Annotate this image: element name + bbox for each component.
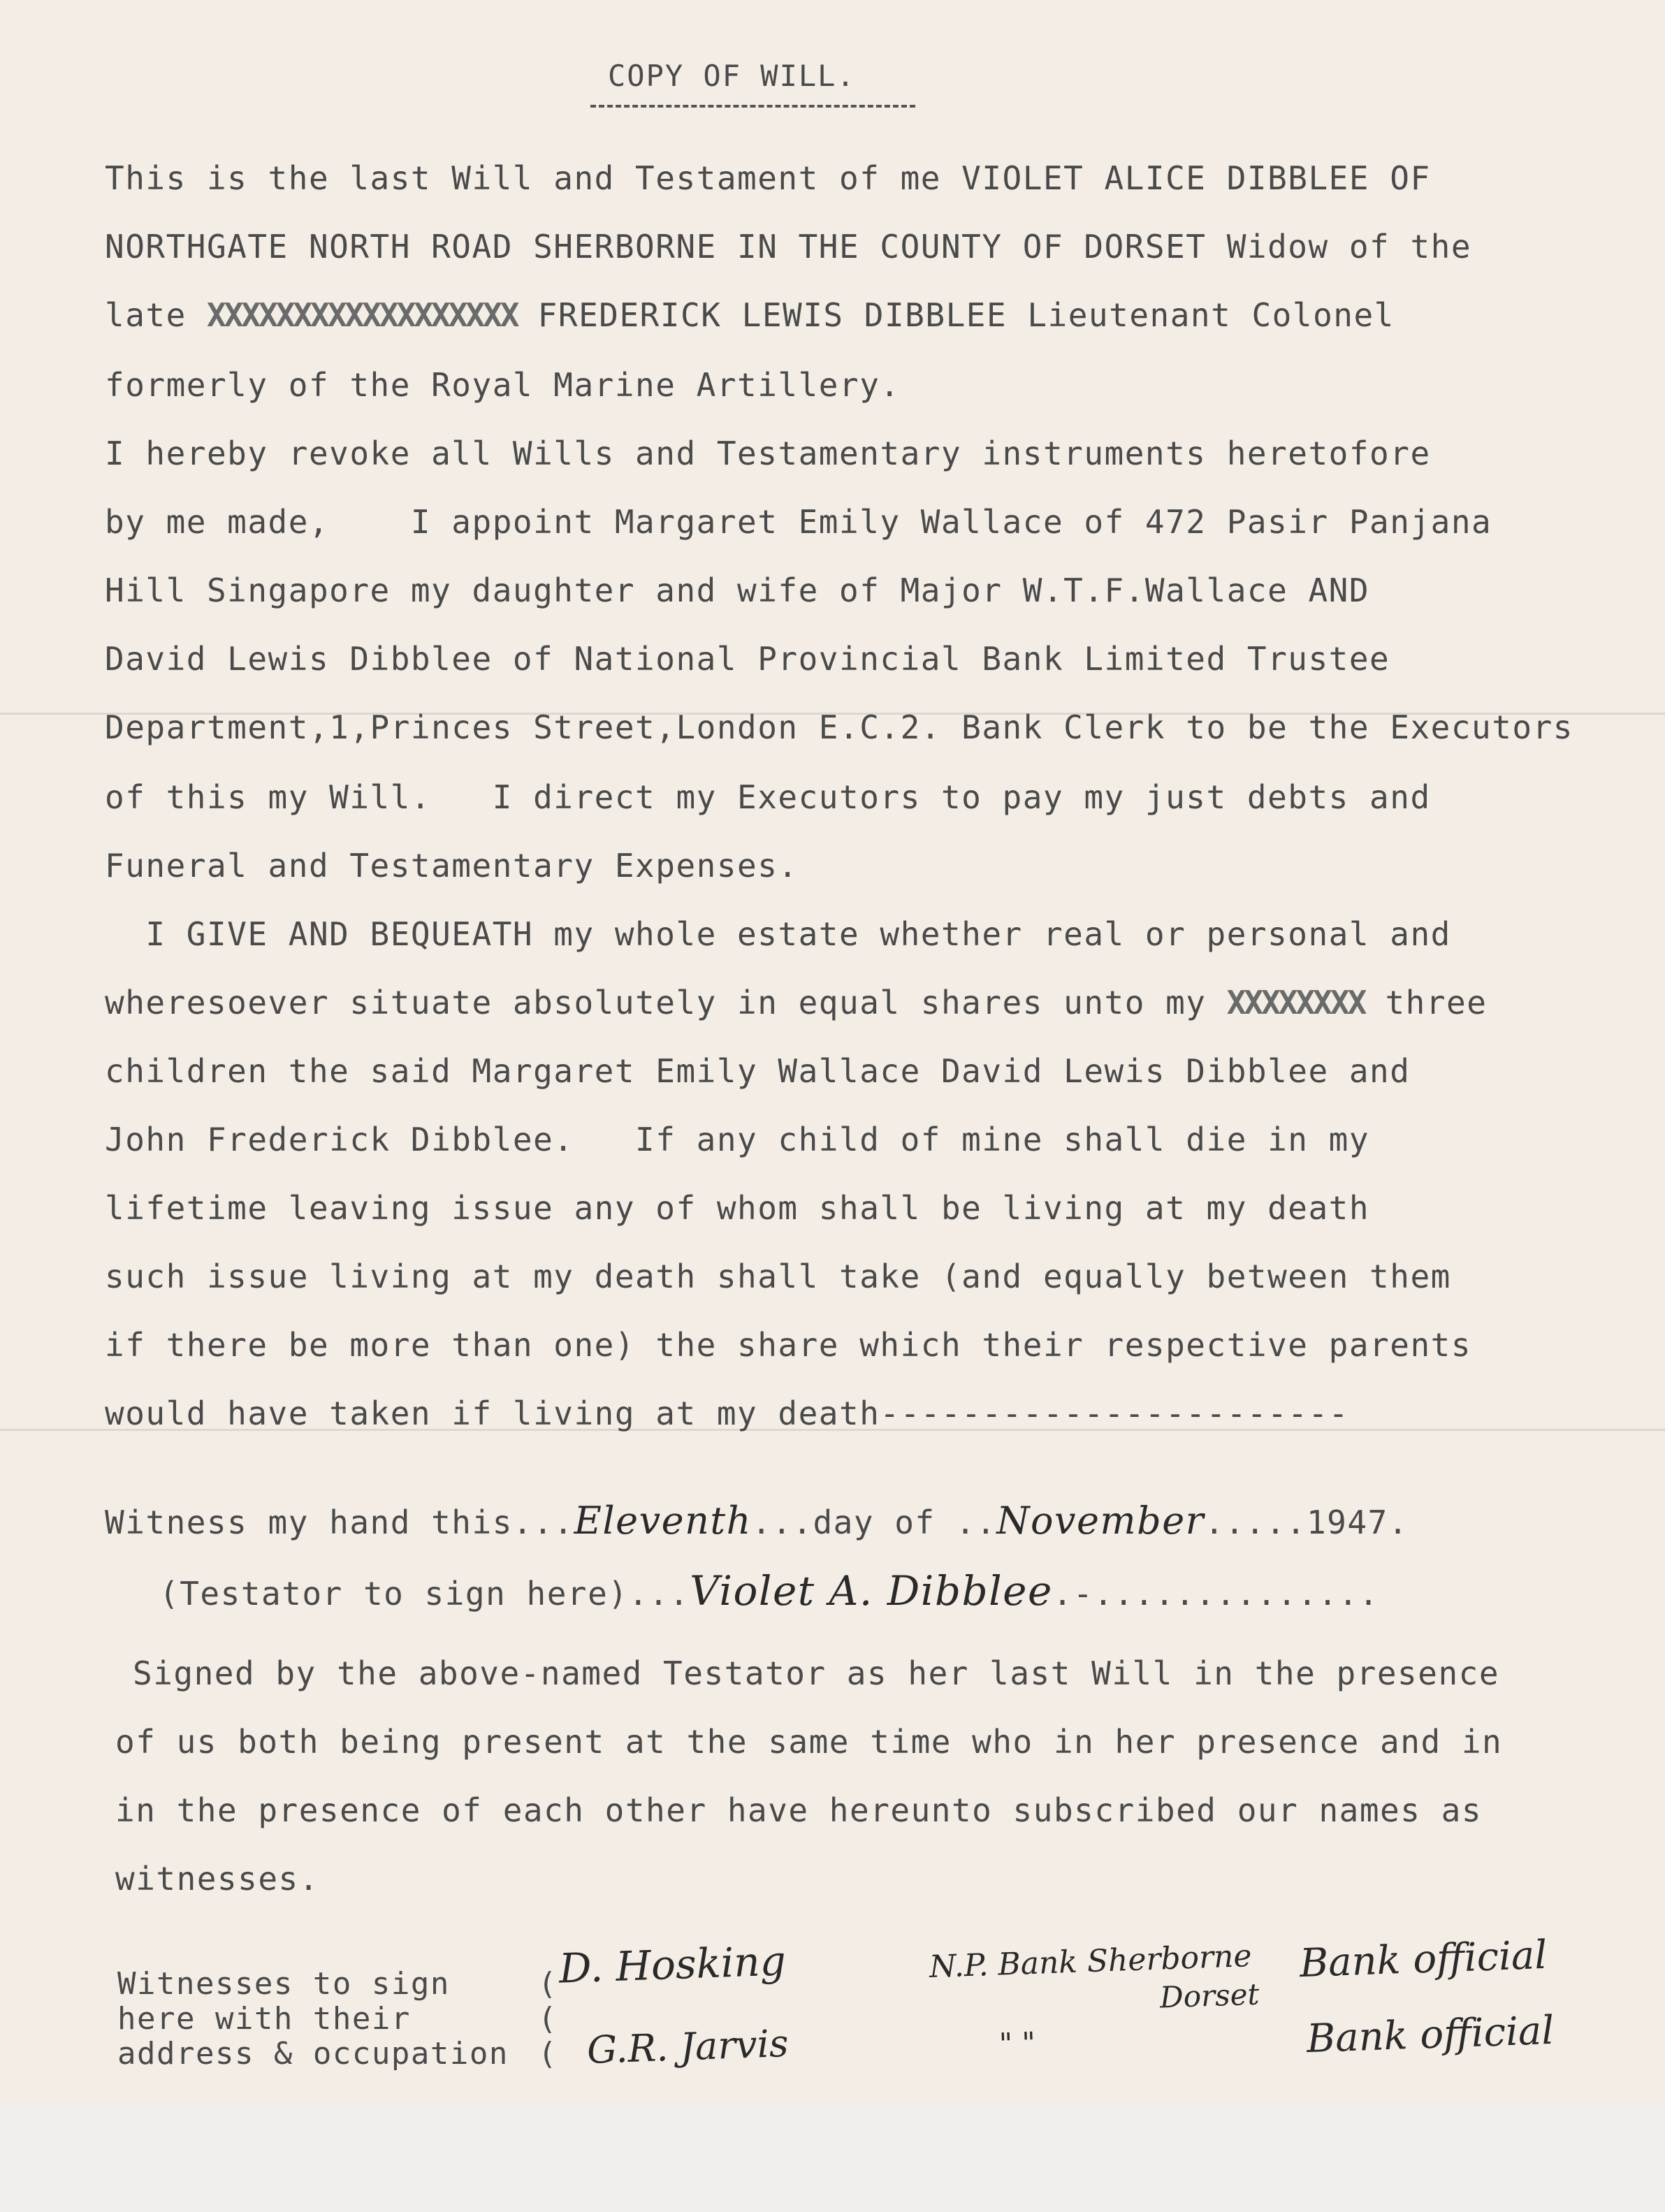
witness-middle: ...day of .. <box>751 1504 997 1541</box>
will-line-21: witnesses. <box>115 1860 319 1898</box>
will-line-4: I hereby revoke all Wills and Testamentary instruments heretofore <box>105 435 1431 472</box>
witness-1-address-ditto: Dorset <box>1159 1977 1260 2015</box>
will-line-15: such issue living at my death shall take (and equally between them <box>105 1258 1451 1295</box>
late-suffix: FREDERICK LEWIS DIBBLEE Lieutenant Colonel <box>517 296 1395 334</box>
witness-2-occupation: Bank official <box>1305 2007 1555 2062</box>
witness-dots: ..... <box>1204 1504 1307 1541</box>
will-line-11: I GIVE AND BEQUEATH my whole estate whether real or personal and <box>105 915 1451 953</box>
will-line-9: of this my Will. I direct my Executors to pay my just debts and <box>105 778 1431 816</box>
will-line-17: would have taken if living at my death----------------------- <box>105 1395 1349 1432</box>
witness-bracket: ( <box>538 1966 558 2002</box>
witness-bracket: ( <box>538 2001 558 2037</box>
testator-signature: Violet A. Dibblee <box>690 1567 1053 1615</box>
will-line-13: John Frederick Dibblee. If any child of mine shall die in my <box>105 1121 1370 1158</box>
witness-label-1: Witnesses to sign <box>117 1966 450 2002</box>
witness-date-line <box>105 1499 1409 1543</box>
will-line-late <box>105 296 1395 334</box>
document-title: COPY OF WILL. <box>608 59 856 93</box>
witness-prefix: Witness my hand this... <box>105 1504 574 1541</box>
title-underline <box>590 105 915 108</box>
late-prefix: late <box>105 296 207 334</box>
will-line-wheresoever <box>105 984 1488 1021</box>
will-line-12: children the said Margaret Emily Wallace David Lewis Dibblee and <box>105 1052 1411 1090</box>
struck-out-text: XXXXXXXXXXXXXXXXXX <box>206 296 518 334</box>
witness-1-signature: D. Hosking <box>558 1937 787 1993</box>
witness-year: 1947. <box>1306 1504 1409 1541</box>
testator-suffix: .-.............. <box>1052 1575 1379 1613</box>
will-line-2: NORTHGATE NORTH ROAD SHERBORNE IN THE COUNTY OF DORSET Widow of the <box>105 228 1472 265</box>
will-line-14: lifetime leaving issue any of whom shall be living at my death <box>105 1189 1370 1227</box>
testator-prefix: (Testator to sign here)... <box>159 1575 690 1613</box>
will-line-18: Signed by the above-named Testator as her last Will in the presence <box>133 1654 1500 1692</box>
handwritten-month: November <box>996 1499 1205 1543</box>
witness-1-address: N.P. Bank Sherborne <box>929 1937 1253 1986</box>
witness-bracket: ( <box>538 2036 558 2072</box>
handwritten-day: Eleventh <box>574 1499 752 1543</box>
will-line-10: Funeral and Testamentary Expenses. <box>105 847 799 885</box>
will-line-6: Hill Singapore my daughter and wife of Major W.T.F.Wallace AND <box>105 572 1370 609</box>
witness-1-occupation: Bank official <box>1298 1932 1548 1987</box>
will-line-3: formerly of the Royal Marine Artillery. <box>105 366 901 404</box>
wheresoever-prefix: wheresoever situate absolutely in equal shares unto my <box>105 984 1227 1021</box>
will-line-1: This is the last Will and Testament of me VIOLET ALICE DIBBLEE OF <box>105 159 1431 197</box>
struck-out-text: XXXXXXXX <box>1226 984 1365 1021</box>
witness-2-ditto: " " <box>998 2025 1036 2061</box>
wheresoever-suffix: three <box>1365 984 1488 1021</box>
will-line-8: Department,1,Princes Street,London E.C.2. Bank Clerk to be the Executors <box>105 708 1573 746</box>
scan-margin <box>0 2103 1665 2212</box>
will-line-5: by me made, I appoint Margaret Emily Wallace of 472 Pasir Panjana <box>105 503 1492 541</box>
will-line-7: David Lewis Dibblee of National Provincial Bank Limited Trustee <box>105 640 1390 678</box>
will-line-20: in the presence of each other have hereunto subscribed our names as <box>115 1791 1483 1829</box>
will-line-19: of us both being present at the same time who in her presence and in <box>115 1723 1503 1761</box>
witness-label-3: address & occupation <box>117 2036 509 2072</box>
testator-sign-line <box>159 1567 1379 1615</box>
witness-2-signature: G.R. Jarvis <box>586 2021 790 2073</box>
will-line-16: if there be more than one) the share which their respective parents <box>105 1326 1472 1364</box>
witness-label-2: here with their <box>117 2001 411 2037</box>
